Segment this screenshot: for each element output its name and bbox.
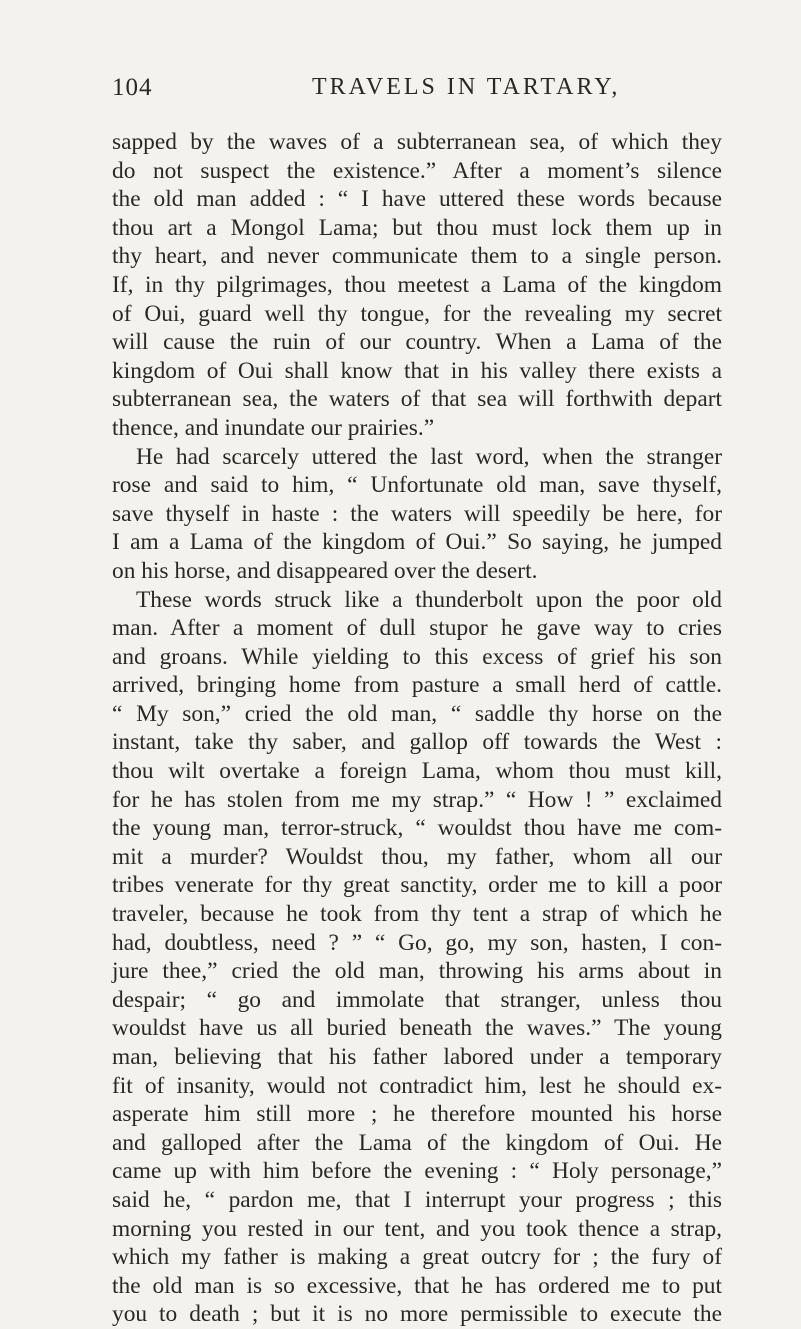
text-line: man. After a moment of dull stupor he gave way to cries xyxy=(112,615,722,642)
page-number: 104 xyxy=(112,74,153,101)
text-line: These words struck like a thunderbolt upon the poor old xyxy=(136,586,722,613)
text-line: thou art a Mongol Lama; but thou must lock them up in xyxy=(112,214,722,241)
text-line: He had scarcely uttered the last word, when the stranger xyxy=(136,443,722,470)
text-line: morning you rested in our tent, and you took thence a strap, xyxy=(112,1215,722,1242)
running-head xyxy=(112,74,720,108)
text-line: wouldst have us all buried beneath the waves.” The young xyxy=(112,1015,722,1042)
text-line: thy heart, and never communicate them to a single person. xyxy=(112,243,722,270)
text-line: do not suspect the existence.” After a moment’s silence xyxy=(112,157,722,184)
text-line: If, in thy pilgrimages, thou meetest a Lama of the kingdom xyxy=(112,271,722,298)
text-line: rose and said to him, “ Unfortunate old man, save thyself, xyxy=(112,472,722,499)
text-line: traveler, because he took from thy tent a strap of which he xyxy=(112,901,722,928)
text-line: the old man is so excessive, that he has ordered me to put xyxy=(112,1272,722,1299)
text-line: instant, take thy saber, and gallop off towards the West : xyxy=(112,729,722,756)
text-line: you to death ; but it is no more permissible to execute the xyxy=(112,1301,722,1328)
text-line: save thyself in haste : the waters will speedily be here, for xyxy=(112,500,722,527)
text-line: despair; “ go and immolate that stranger, unless thou xyxy=(112,986,722,1013)
text-line: kingdom of Oui shall know that in his valley there exists a xyxy=(112,357,722,384)
text-line: asperate him still more ; he therefore mounted his horse xyxy=(112,1101,722,1128)
text-line: man, believing that his father labored under a temporary xyxy=(112,1044,722,1070)
body-text xyxy=(112,128,722,1329)
text-line: for he has stolen from me my strap.” “ How ! ” exclaimed xyxy=(112,786,722,813)
text-line: and galloped after the Lama of the kingdom of Oui. He xyxy=(112,1129,722,1156)
running-title: TRAVELS IN TARTARY, xyxy=(312,74,621,100)
text-line: said he, “ pardon me, that I interrupt your progress ; this xyxy=(112,1186,722,1213)
text-line: had, doubtless, need ? ” “ Go, go, my son, hasten, I con- xyxy=(112,929,722,956)
text-line: sapped by the waves of a subterranean sea, of which they xyxy=(112,129,722,155)
text-line: the young man, terror-struck, “ wouldst thou have me com- xyxy=(112,815,722,842)
text-line: thou wilt overtake a foreign Lama, whom thou must kill, xyxy=(112,758,722,785)
text-line: I am a Lama of the kingdom of Oui.” So saying, he jumped xyxy=(112,529,722,556)
text-line: the old man added : “ I have uttered these words because xyxy=(112,186,722,213)
text-line: which my father is making a great outcry for ; the fury of xyxy=(112,1244,722,1271)
text-line: jure thee,” cried the old man, throwing his arms about in xyxy=(112,958,722,985)
text-line: “ My son,” cried the old man, “ saddle thy horse on the xyxy=(112,700,722,727)
text-line: will cause the ruin of our country. When a Lama of the xyxy=(112,329,722,356)
text-line: fit of insanity, would not contradict him, lest he should ex- xyxy=(112,1072,722,1099)
text-line: and groans. While yielding to this excess of grief his son xyxy=(112,643,722,670)
text-line: mit a murder? Wouldst thou, my father, whom all our xyxy=(112,843,722,870)
text-line: thence, and inundate our prairies.” xyxy=(112,414,435,441)
text-line: of Oui, guard well thy tongue, for the revealing my secret xyxy=(112,300,722,327)
text-line: tribes venerate for thy great sanctity, order me to kill a poor xyxy=(112,872,722,899)
text-line: subterranean sea, the waters of that sea will forthwith depart xyxy=(112,386,722,413)
text-line: came up with him before the evening : “ Holy personage,” xyxy=(112,1158,722,1185)
text-line: on his horse, and disappeared over the desert. xyxy=(112,557,538,584)
text-line: arrived, bringing home from pasture a small herd of cattle. xyxy=(112,672,722,699)
